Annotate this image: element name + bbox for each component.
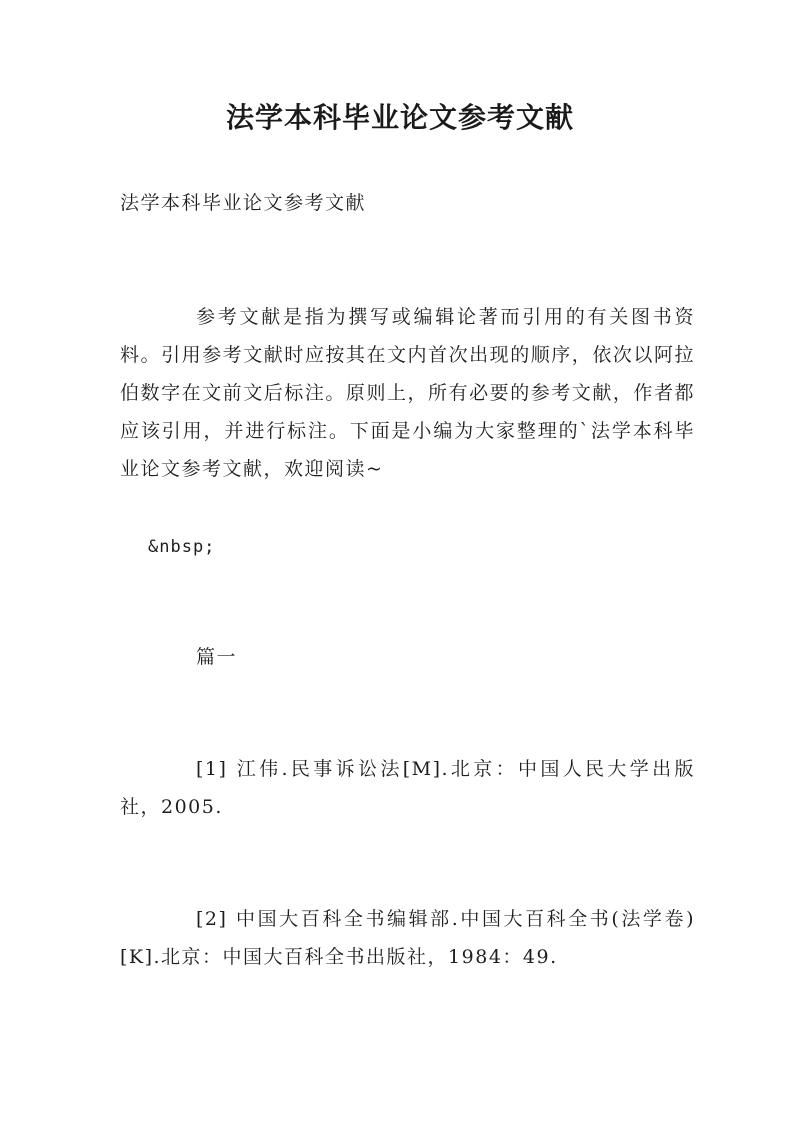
nbsp-line: &nbsp; <box>148 537 216 557</box>
intro-paragraph: 参考文献是指为撰写或编辑论著而引用的有关图书资料。引用参考文献时应按其在文内首次出现的顺序，依次以阿拉伯数字在文前文后标注。原则上，所有必要的参考文献，作者都应该引用，并进行标注。下面是小编为大家整理的`法学本科毕业论文参考文献，欢迎阅读~ <box>120 306 695 480</box>
reference-item-2: [2] 中国大百科全书编辑部.中国大百科全书(法学卷)[K].北京：中国大百科全书出版社，1984：49. <box>120 908 695 968</box>
section-heading: 篇一 <box>196 646 238 668</box>
reference-item-1: [1] 江伟.民事诉讼法[M].北京：中国人民大学出版社，2005. <box>120 758 695 818</box>
document-subtitle: 法学本科毕业论文参考文献 <box>120 192 367 214</box>
document-title: 法学本科毕业论文参考文献 <box>225 101 574 134</box>
